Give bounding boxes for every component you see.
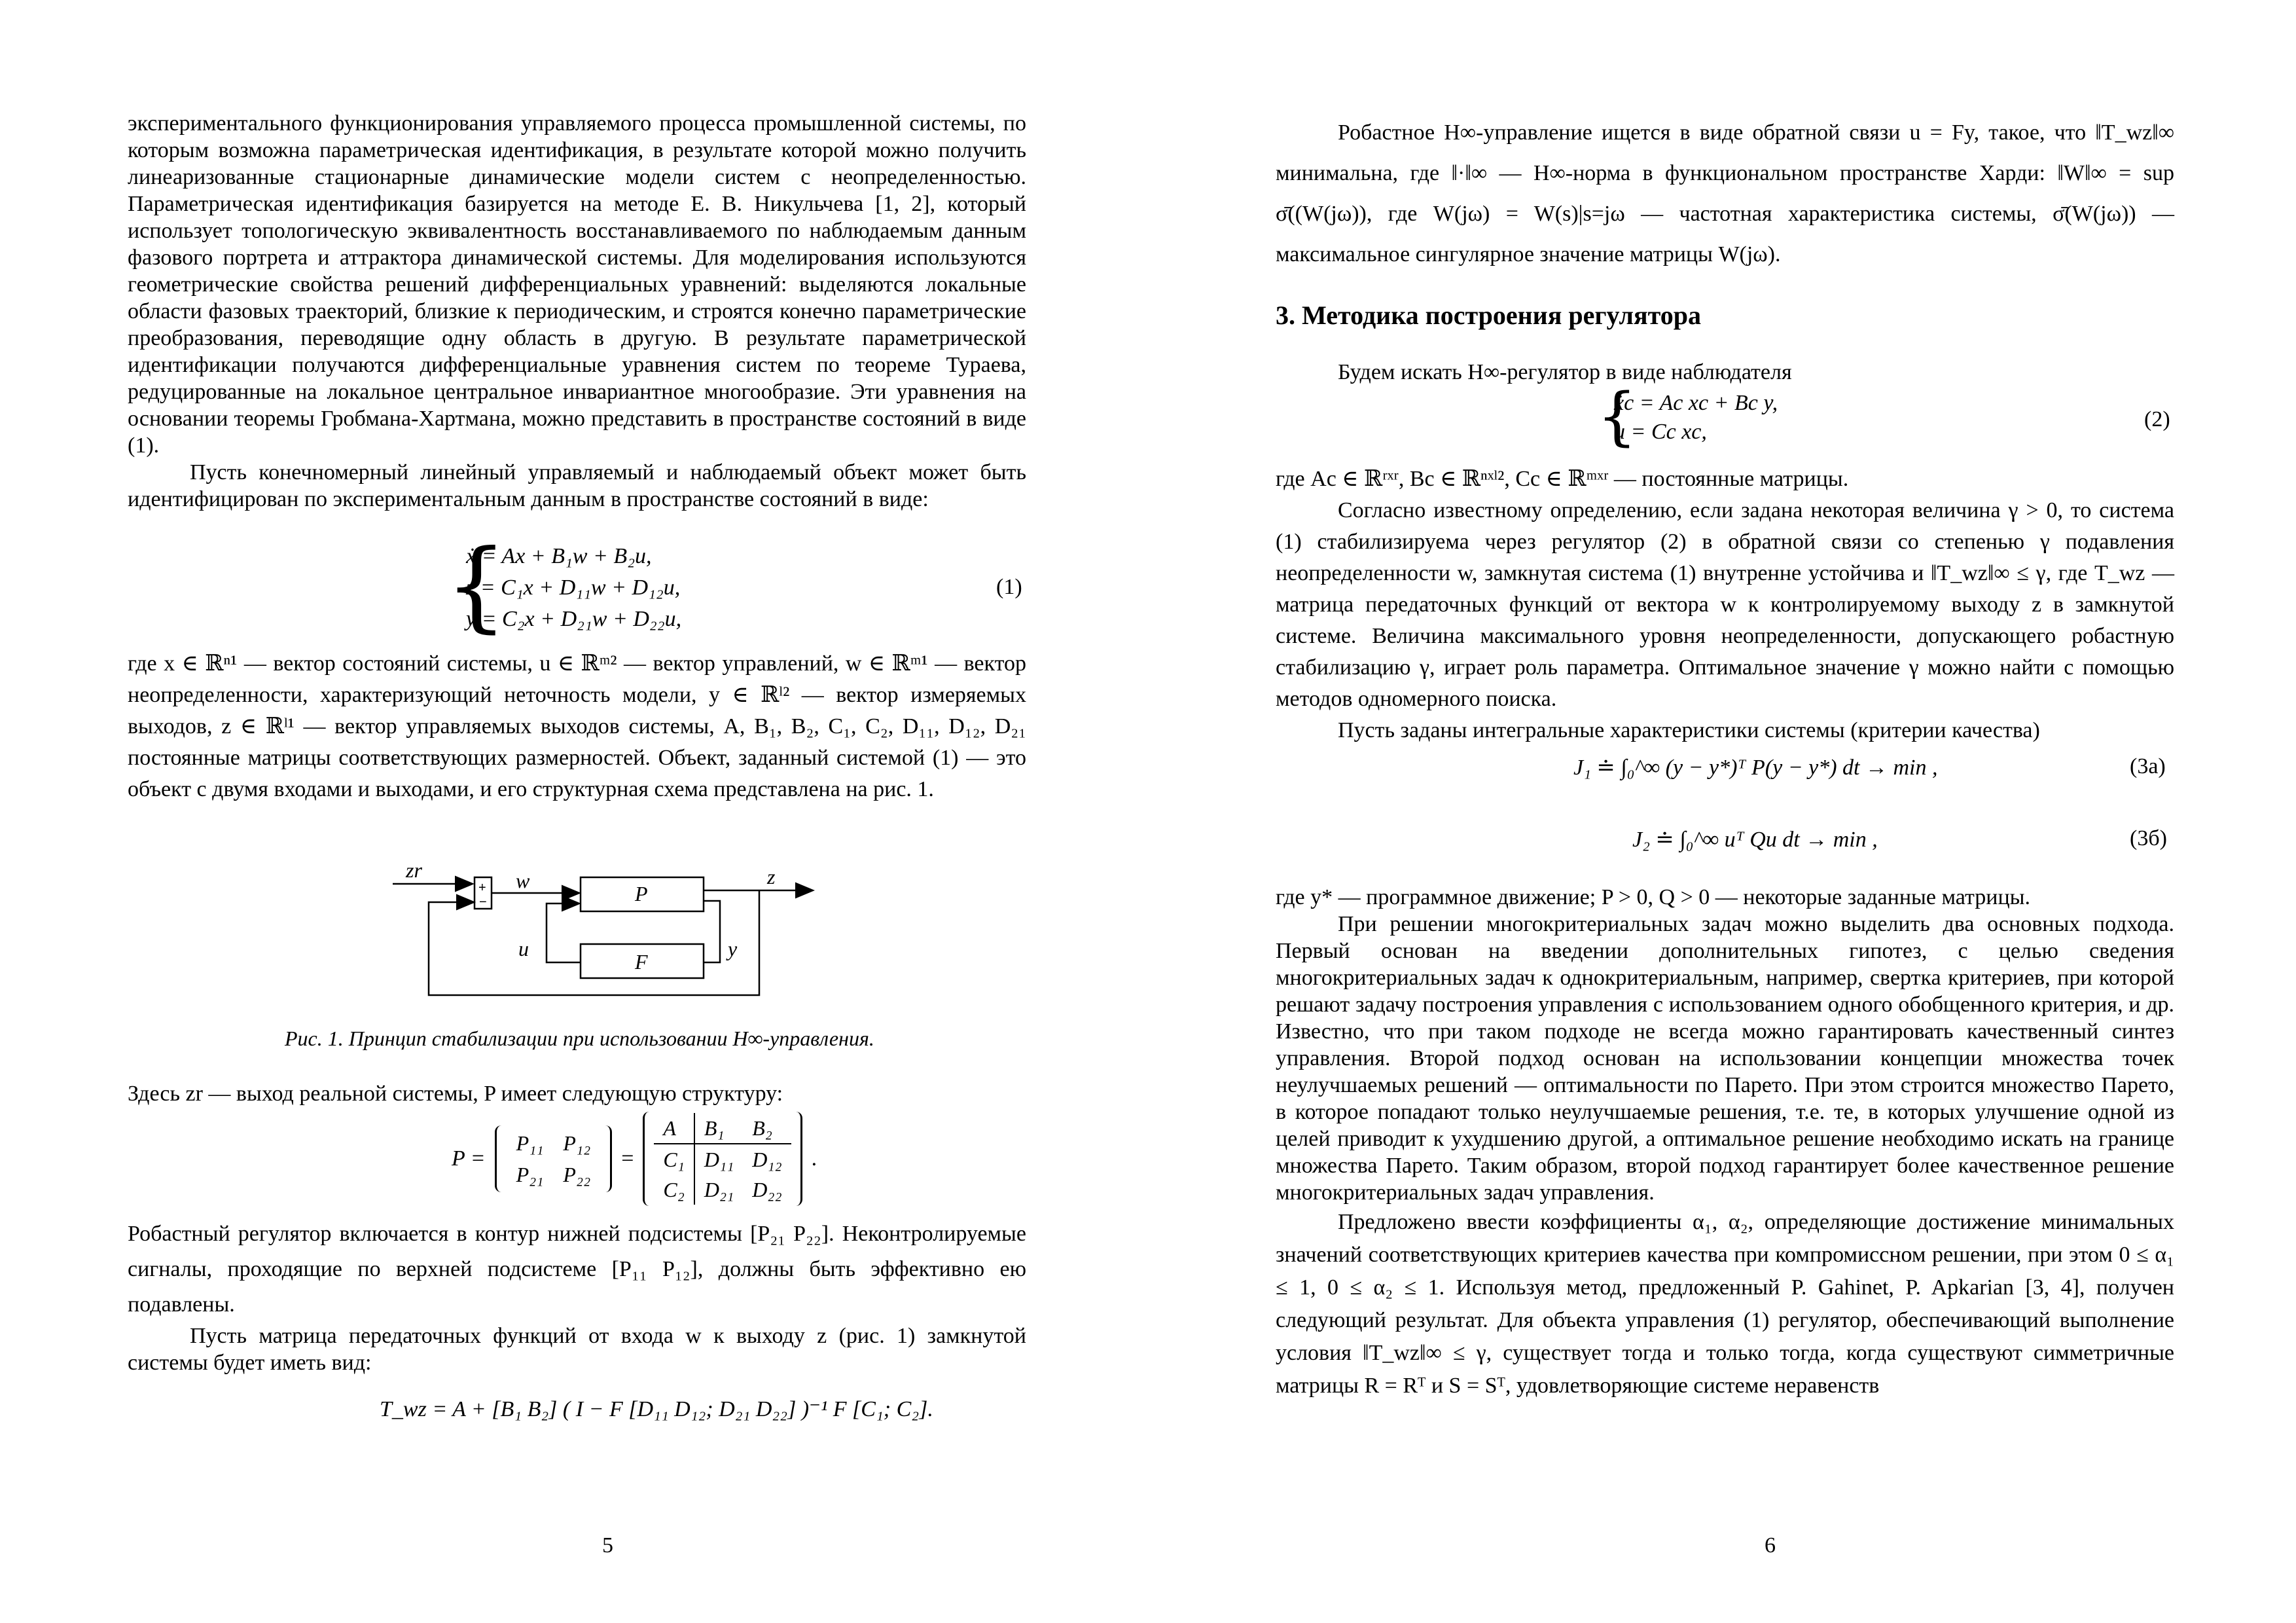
p-block-matrix <box>495 1125 613 1192</box>
where1-text: где x ∈ ℝⁿ¹ — вектор состояний системы, u ∈ ℝᵐ² — вектор управлений, w ∈ ℝᵐ¹ — вектор неопределенности, характеризующий неточность модели, y ∈ ℝˡ² — вектор измеряемых выходов, z ∈ ℝˡ¹ — вектор управляемых выходов системы, A, B₁, B₂, C₁, C₂, D₁₁, D₁₂, D₂₁ постоянные матрицы соответствующих размерностей. Объект, заданный системой (1) — это объект с двумя входами и выходами, и его структурная схема представлена на рис. 1. <box>128 651 1026 801</box>
robust-paragraph <box>128 1216 1026 1376</box>
eq1-line3: y = C₂x + D₂₁w + D₂₂u, <box>466 607 682 631</box>
ss-a: A <box>663 1116 676 1140</box>
criteria-text: Пусть заданы интегральные характеристики системы (критерии качества) <box>1338 718 2040 742</box>
tf-equation: T_wz = A + [B₁ B₂] ( I − F [D₁₁ D₁₂; D₂₁ D₂₂] )⁻¹ F [C₁; C₂]. <box>380 1397 933 1421</box>
label-f: F <box>635 950 648 974</box>
feedback-line <box>429 890 759 995</box>
eq3a: J₁ ≐ ∫₀^∞ (y − y*)ᵀ P(y − y*) dt → min , <box>1573 756 1938 780</box>
ss-d22: D₂₂ <box>752 1178 782 1201</box>
known-text: Согласно известному определению, если задана некоторая величина γ > 0, то система (1) стабилизируема через регулятор (2) в обратной связи со степенью γ подавления неопределенности w, замкнутая система (1) внутренне устойчива и ‖T_wz‖∞ ≤ γ, где T_wz — матрица передаточных функций от вектора w к контролируемому выходу z в замкнутой системе. Величина максимального уровня неопределенности, допускающего робастную стабилизацию γ, играет роль параметра. Оптимальное значение γ можно найти с помощью методов одномерного поиска. <box>1276 498 2174 711</box>
label-p: P <box>635 882 648 905</box>
eq1-brace: { <box>445 529 508 643</box>
p22: P₂₂ <box>563 1163 591 1186</box>
state-space-matrix <box>643 1112 802 1206</box>
p-matrix-equation <box>452 1112 817 1206</box>
label-z: z <box>767 865 776 888</box>
p-eq-sign: = <box>621 1146 634 1171</box>
eq2-line2: u = Cc xc, <box>1614 420 1707 444</box>
robust-text: Робастный регулятор включается в контур нижней подсистемы [P₂₁ P₂₂]. Неконтролируемые сигналы, проходящие по верхней подсистеме [P₁₁ P₁₂], должны быть эффективно ею подавлены. <box>128 1222 1026 1317</box>
intro-paragraph <box>128 110 1026 513</box>
hinf-paragraph <box>1276 113 2174 275</box>
label-zr: zr <box>406 858 422 882</box>
eq3b-number: (3б) <box>2130 826 2167 850</box>
p12: P₁₂ <box>563 1131 591 1155</box>
tf-text: Пусть матрица передаточных функций от входа w к выходу z (рис. 1) замкнутой системы будет иметь вид: <box>128 1324 1026 1375</box>
block-diagram <box>367 858 825 1002</box>
multi-paragraph <box>1276 884 2174 1402</box>
eq2-brace: { <box>1597 380 1638 453</box>
label-minus: − <box>479 895 487 909</box>
right-page <box>1148 0 2296 1623</box>
label-plus: + <box>478 881 486 895</box>
ss-d12: D₁₂ <box>743 1144 791 1175</box>
section-heading: 3. Методика построения регулятора <box>1276 301 1701 330</box>
ss-b2: B₂ <box>752 1116 772 1140</box>
eq1-line2: z = C₁x + D₁₁w + D₁₂u, <box>466 575 681 600</box>
u-line <box>547 903 581 962</box>
y-line <box>704 901 720 962</box>
coef-text: Предложено ввести коэффициенты α₁, α₂, определяющие достижение минимальных значений соответствующих критериев качества при компромиссном решении, при этом 0 ≤ α₁ ≤ 1, 0 ≤ α₂ ≤ 1. Используя метод, предложенный P. Gahinet, P. Apkarian [3, 4], получен следующий результат. Для объекта управления (1) регулятор, обеспечивающий выполнение условия ‖T_wz‖∞ ≤ γ, существует тогда и только тогда, когда существуют симметричные матрицы R = Rᵀ и S = Sᵀ, удовлетворяющие системе неравенств <box>1276 1210 2174 1398</box>
where2-paragraph <box>1276 464 2174 746</box>
ss-d21: D₂₁ <box>694 1175 743 1205</box>
eq2-system <box>1614 389 1778 447</box>
page-number-left: 5 <box>602 1533 613 1558</box>
ss-c1: C₁ <box>654 1144 694 1175</box>
search-line <box>1276 359 2174 386</box>
page-number-right: 6 <box>1765 1533 1776 1558</box>
p-dot: . <box>811 1146 817 1171</box>
where1-paragraph <box>128 648 1026 805</box>
zr-line <box>128 1080 1026 1107</box>
eq1-line1: ẋ = Ax + B₁w + B₂u, <box>466 544 652 568</box>
multi-text: При решении многокритериальных задач можно выделить два основных подхода. Первый основан на введении дополнительных гипотез, с целью сведения многокритериальных задач к однокритериальным, например, свертка критериев, при которой решают задачу построения управления с использованием одного обобщенного критерия, и др. Известно, что при таком подходе не всегда можно гарантировать качественный синтез управления. Второй подход основан на использовании концепции множества точек неулучшаемых решений — оптимальности по Парето. При этом строится множество Парето, в которое попадают только неулучшаемые решения, т.е. те, в которых улучшение одной из целей приводит к ухудшению другой, а оптимальное решение необходимо искать на границе множества Парето. Таким образом, второй подход гарантирует более качественное решение многокритериальных задач управления. <box>1276 912 2174 1205</box>
ss-c2: C₂ <box>663 1178 685 1201</box>
ss-b1: B₁ <box>694 1113 743 1144</box>
label-y: y <box>728 937 738 960</box>
p11: P₁₁ <box>516 1131 544 1155</box>
figure-caption: Рис. 1. Принцип стабилизации при использовании H∞-управления. <box>285 1027 874 1050</box>
zr-text: Здесь zr — выход реальной системы, P имеет следующую структуру: <box>128 1082 783 1106</box>
search-text: Будем искать H∞-регулятор в виде наблюдателя <box>1338 360 1792 384</box>
label-u: u <box>518 937 529 960</box>
where2-text: где Ac ∈ ℝʳˣʳ, Bc ∈ ℝⁿˣˡ², Cc ∈ ℝᵐˣʳ — постоянные матрицы. <box>1276 467 1849 491</box>
eq1-system <box>466 541 681 635</box>
label-w: w <box>516 869 530 892</box>
p-lhs: P = <box>452 1146 486 1171</box>
eq2-line1: ẋc = Ac xc + Bc y, <box>1614 391 1778 415</box>
ss-d11: D₁₁ <box>694 1144 743 1175</box>
object-text: Пусть конечномерный линейный управляемый и наблюдаемый объект может быть идентифицирован по экспериментальным данным в пространстве состояний в виде: <box>128 460 1026 511</box>
hinf-text: Робастное H∞-управление ищется в виде обратной связи u = Fy, такое, что ‖T_wz‖∞ минимальна, где ‖·‖∞ — H∞-норма в функциональном пространстве Харди: ‖W‖∞ = sup σ̄((W(jω)), где W(jω) = W(s)|s=jω — частотная характеристика системы, σ̄(W(jω)) — максимальное сингулярное значение матрицы W(jω). <box>1276 120 2174 266</box>
eq2-number: (2) <box>2144 407 2170 431</box>
p21: P₂₁ <box>516 1163 544 1186</box>
eq3a-number: (3а) <box>2130 754 2166 778</box>
where3-text: где y* — программное движение; P > 0, Q > 0 — некоторые заданные матрицы. <box>1276 885 2030 909</box>
eq1-number: (1) <box>996 575 1022 599</box>
intro-text: экспериментального функционирования управляемого процесса промышленной системы, по которым возможна параметрическая идентификация, в результате которой можно получить линеаризованные стационарные динамические модели систем с неопределенностью. Параметрическая идентификация базируется на методе Е. В. Никульчева [1, 2], который использует топологическую эквивалентность восстанавливаемого по наблюдаемым данным фазового портрета и аттрактора динамической системы. Для моделирования используются геометрические свойства решений дифференциальных уравнений: выделяются локальные области фазовых траекторий, близкие к периодическим, и строятся конечно параметрические преобразования, переводящие одну область в другую. В результате параметрической идентификации получаются дифференциальные уравнения систем по теореме Тураева, редуцированные на локальное центральное инвариантное многообразие. Эти уравнения на основании теоремы Гробмана-Хартмана, можно представить в пространстве состояний в виде (1). <box>128 111 1026 458</box>
eq3b: J₂ ≐ ∫₀^∞ uᵀ Qu dt → min , <box>1632 828 1878 852</box>
